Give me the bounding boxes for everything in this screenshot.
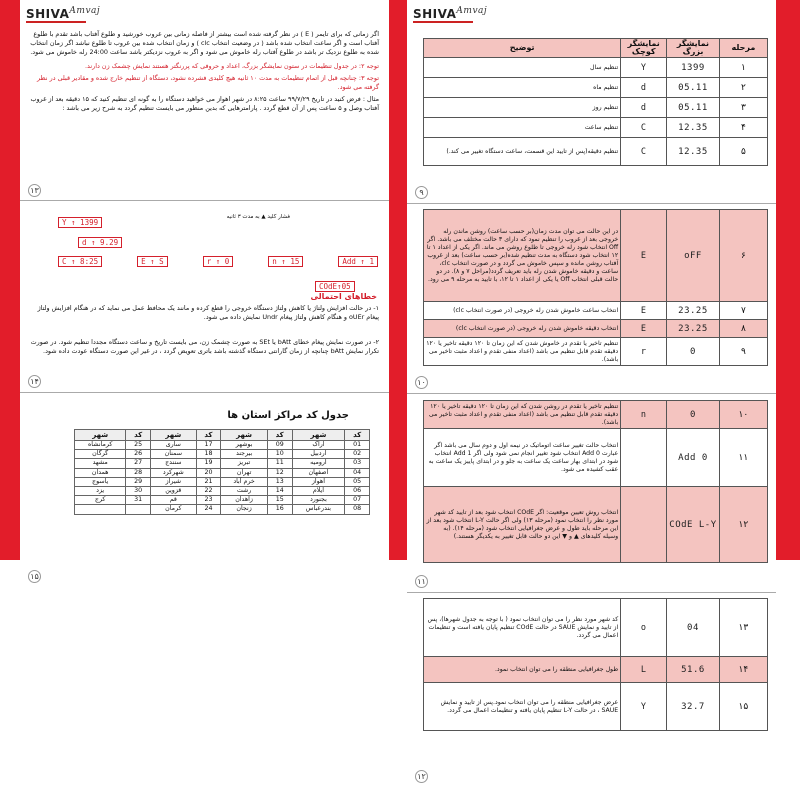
step-number: ۲ [719, 78, 767, 98]
province-code: 14 [267, 487, 292, 496]
setting-description: در این حالت می توان مدت زمان(بر حسب ساعت) روشن ماندن رله خروجی بعد از غروب را تنظیم نمود که دارای ۳ حالت مختلف می باشد. اگر Off انتخاب شود رله خروجی تا طلوع روشن می ماند. اگر یکی از اعداد ۱ تا ۱۲ انتخاب شود دستگاه به مدت تنظیم شده(بر حسب ساعت) بعد از غروب آفتاب روشن مانده و سپس خاموش می گردد و در صورت انتخاب clc، ساعت و دقیقه خاموش شدن رله باید تعریف گردد(مراحل ۷ و ۸). در دو حالت قبلی انتخاب Off یا یکی از اعداد ۱ تا ۱۲، با تایید به مرحله ۹ می رود. [424, 210, 621, 302]
province-code: 18 [196, 450, 221, 459]
province-code: 10 [267, 450, 292, 459]
press-key-label: فشار کلید ▲ به مدت ۳ ثانیه [226, 214, 290, 220]
settings-row [424, 599, 768, 657]
province-code: 11 [267, 459, 292, 468]
col-code: کد [345, 430, 370, 441]
settings-table-2 [423, 209, 768, 366]
step-number: ۸ [719, 320, 767, 338]
small-display-value: C [621, 138, 667, 166]
province-city: بندرعباس [292, 505, 345, 514]
settings-row [424, 302, 768, 320]
settings-row [424, 58, 768, 78]
province-code: 24 [196, 505, 221, 514]
province-code: 06 [345, 487, 370, 496]
setting-description: انتخاب روش تعیین موقعیت: اگر COdE انتخاب شود بعد از تایید کد شهر مورد نظر را انتخاب نمود (مرحله ۱۳) ولی اگر حالت L-Y انتخاب شود بعد از این مرحله باید طول و عرض جغرافیایی انتخاب شود (مرحله ۱۴). (به وسیله کلیدهای ▲ و ▼ این دو حالت قابل تغییر به یکدیگر هستند.) [424, 487, 621, 563]
province-code: 23 [196, 496, 221, 505]
province-code: 31 [126, 496, 151, 505]
page-number-15: ۱۵ [28, 570, 41, 583]
big-display-value: 12.35 [667, 138, 720, 166]
brand-logo: $SHIVA^{Amvaj}$ [413, 6, 488, 21]
step-number: ۴ [719, 118, 767, 138]
big-display-value: oFF [667, 210, 720, 302]
flow-n: n ↑ 15 [268, 256, 303, 267]
logo-underline [413, 21, 473, 23]
province-city: کرج [75, 496, 126, 505]
province-city: بجنورد [292, 496, 345, 505]
province-code: 03 [345, 459, 370, 468]
province-city: کرمانشاه [75, 441, 126, 450]
step-number: ۱۳ [719, 599, 767, 657]
province-city: رشت [221, 487, 268, 496]
header-small: نمایشگر کوچک [621, 39, 667, 58]
big-display-value: 51.6 [667, 657, 720, 683]
province-row [75, 468, 370, 477]
step-number: ۷ [719, 302, 767, 320]
province-city: بیرجند [221, 450, 268, 459]
page-number-9: ۹ [415, 186, 428, 199]
setting-description: تنظیم سال [424, 58, 621, 78]
col-city: شهر [221, 430, 268, 441]
province-city: سمنان [150, 450, 196, 459]
errors-title: خطاهای احتمالی [310, 292, 377, 301]
settings-row [424, 78, 768, 98]
timer-paragraph: اگر زمانی که برای تایمر ( E ) در نظر گرفته شده است بیشتر از فاصله زمانی بین غروب خورشید و طلوع آفتاب باشد تقدم با طلوع آفتاب است و اگر ساعت انتخاب شده باشد ( در وضعیت انتخاب clc ) و زمان انتخاب شده بین غروب تا طلوع نباشد اگر زمان انتخاب شده به طلوع نزدیک تر باشد در طلوع آفتاب رله خاموش می شود و اگر به غروب نزدیکتر باشد ساعت 24:00 رله خاموش می شود. [30, 30, 379, 57]
setting-description: انتخاب دقیقه خاموش شدن رله خروجی (در صورت انتخاب clc) [424, 320, 621, 338]
province-city: ساری [150, 441, 196, 450]
step-number: ۳ [719, 98, 767, 118]
settings-row [424, 138, 768, 166]
province-city: اصفهان [292, 468, 345, 477]
small-display-value: E [621, 320, 667, 338]
province-code: 04 [345, 468, 370, 477]
province-city: زاهدان [221, 496, 268, 505]
settings-row [424, 683, 768, 731]
left-red-strip [0, 0, 20, 800]
center-red-strip [389, 0, 407, 800]
province-code: 30 [126, 487, 151, 496]
page-separator [407, 393, 776, 394]
right-page [407, 0, 776, 800]
settings-row [424, 338, 768, 366]
province-code: 15 [267, 496, 292, 505]
page-15-section [20, 400, 389, 515]
settings-table-4 [423, 598, 768, 731]
logo-underline [26, 21, 86, 23]
flow-date: d ↑ 9.29 [78, 230, 122, 249]
province-city: شهرکرد [150, 468, 196, 477]
setting-description: عرض جغرافیایی منطقه را می توان انتخاب نمود.پس از تایید و نمایش SAUE ، در حالت L-Y تنظیم پایان یافته و تنظیمات اعمال می گردد. [424, 683, 621, 731]
header-step: مرحله [719, 39, 767, 58]
page-14-section [20, 208, 389, 388]
province-code: 07 [345, 496, 370, 505]
province-row [75, 496, 370, 505]
page-separator [407, 592, 776, 593]
province-code: 27 [126, 459, 151, 468]
note-2: توجه ۲: در جدول تنظیمات در ستون نمایشگر بزرگ، اعداد و حروفی که پررنگتر هستند نمایش چشمک زن دارند. [84, 61, 379, 70]
province-city: قم [150, 496, 196, 505]
page-number-14: ۱۴ [28, 375, 41, 388]
province-city: اردبیل [292, 450, 345, 459]
setting-description: انتخاب حالت تغییر ساعت اتوماتیک در نیمه اول و دوم سال می باشد اگر عبارت Add 0 انتخاب شود تغییر انجام نمی شود ولی اگر Add 1 انتخاب شود در ابتدای بهار ساعت یک ساعت به جلو و در ابتدای پاییز یک ساعت به عقب کشیده می شود. [424, 429, 621, 487]
col-city: شهر [292, 430, 345, 441]
setting-description: طول جغرافیایی منطقه را می توان انتخاب نمود. [424, 657, 621, 683]
setting-description: تنظیم دقیقه(پس از تایید این قسمت، ساعت دستگاه تغییر می کند.) [424, 138, 621, 166]
big-display-value: 12.35 [667, 118, 720, 138]
settings-row [424, 657, 768, 683]
step-number: ۱۰ [719, 401, 767, 429]
page-separator [20, 392, 389, 393]
province-city: ارومیه [292, 459, 345, 468]
province-city: ایلام [292, 487, 345, 496]
small-display-value [621, 487, 667, 563]
page-13-section [20, 30, 389, 114]
step-number: ۱ [719, 58, 767, 78]
province-code: 12 [267, 468, 292, 477]
flow-year: Y ↑ 1399 [58, 210, 102, 229]
big-display-value: Add 0 [667, 429, 720, 487]
settings-table-1 [423, 38, 768, 166]
province-table-title: جدول کد مراکز استان ها [227, 410, 349, 421]
big-display-value: COdE L-Y [667, 487, 720, 563]
col-code: کد [196, 430, 221, 441]
flow-clock: C ↑ 8:25 [58, 256, 102, 267]
big-display-value: 23.25 [667, 320, 720, 338]
province-row [75, 450, 370, 459]
province-row [75, 487, 370, 496]
step-number: ۱۲ [719, 487, 767, 563]
note-3: توجه ۳: چنانچه قبل از اتمام تنظیمات به مدت ۱۰ ثانیه هیچ کلیدی فشرده نشود، دستگاه از تنظیم خارج شده و مقادیر قبلی در نظر گرفته می شود. [37, 73, 379, 92]
flow-r: r ↑ 0 [203, 256, 234, 267]
province-code: 28 [126, 468, 151, 477]
small-display-value: d [621, 98, 667, 118]
province-code: 25 [126, 441, 151, 450]
settings-row [424, 320, 768, 338]
small-display-value: L [621, 657, 667, 683]
header-big: نمایشگر بزرگ [667, 39, 720, 58]
setting-description: کد شهر مورد نظر را می توان انتخاب نمود ( با توجه به جدول شهرها)، پس از تایید و نمایش SAUE در حالت COdE تنظیم پایان یافته است و تنظیمات اعمال می گردد. [424, 599, 621, 657]
col-code: کد [267, 430, 292, 441]
error-1: ۱- در حالت افزایش ولتاژ یا کاهش ولتاژ دستگاه خروجی را قطع کرده و مانند یک محافظ عمل می نماید که در هنگام افزایش ولتاژ پیغام oUEr و هنگام کاهش ولتاژ پیغام Undr نمایش داده می شود. [37, 304, 379, 322]
province-table [74, 429, 370, 515]
small-display-value: r [621, 338, 667, 366]
small-display-value: Y [621, 683, 667, 731]
setting-description: تنظیم ماه [424, 78, 621, 98]
settings-row [424, 98, 768, 118]
province-code: 01 [345, 441, 370, 450]
province-city: گرگان [75, 450, 126, 459]
page-number-13: ۱۳ [28, 184, 41, 197]
setting-description: تنظیم تاخیر یا تقدم در روشن شدن که این زمان تا ۱۲۰ دقیقه تاخیر یا ۱۲۰ دقیقه تقدم قابل تنظیم می باشد (اعداد منفی تقدم و اعداد مثبت تاخیر می باشد). [424, 401, 621, 429]
error-2: ۲- در صورت نمایش پیغام خطای bAtt یا SEt به صورت چشمک زن، می بایست تاریخ و ساعت دستگاه مجددا تنظیم شود. در صورت تکرار نمایش bAtt چنانچه از زمان گارانتی دستگاه گذشته باشد باتری تعویض گردد ، در غیر این صورت دستگاه عودت داده شود. [30, 338, 379, 356]
province-city: خرم آباد [221, 477, 268, 486]
setting-description: تنظیم ساعت [424, 118, 621, 138]
step-number: ۱۵ [719, 683, 767, 731]
small-display-value: E [621, 210, 667, 302]
flow-row [58, 256, 378, 267]
settings-row [424, 118, 768, 138]
province-code: 21 [196, 477, 221, 486]
small-display-value: o [621, 599, 667, 657]
settings-table-3 [423, 400, 768, 563]
province-row [75, 477, 370, 486]
small-display-value: E [621, 302, 667, 320]
province-code: 22 [196, 487, 221, 496]
province-city: تبریز [221, 459, 268, 468]
province-code: 02 [345, 450, 370, 459]
page-number-12: ۱۲ [415, 770, 428, 783]
province-code: 05 [345, 477, 370, 486]
big-display-value: 04 [667, 599, 720, 657]
page-number-11: ۱۱ [415, 575, 428, 588]
province-city: سنندج [150, 459, 196, 468]
province-code: 17 [196, 441, 221, 450]
step-number: ۹ [719, 338, 767, 366]
province-city [75, 505, 126, 514]
province-city: بوشهر [221, 441, 268, 450]
settings-row [424, 487, 768, 563]
step-number: ۱۴ [719, 657, 767, 683]
province-code: 16 [267, 505, 292, 514]
flow-add: Add ↑ 1 [338, 256, 378, 267]
province-city: تهران [221, 468, 268, 477]
settings-row [424, 429, 768, 487]
province-city: یزد [75, 487, 126, 496]
big-display-value: 05.11 [667, 98, 720, 118]
flow-timer: E ↑ S [137, 256, 168, 267]
province-row [75, 505, 370, 514]
province-city: مشهد [75, 459, 126, 468]
province-code: 08 [345, 505, 370, 514]
province-city: اراک [292, 441, 345, 450]
step-number: ۱۱ [719, 429, 767, 487]
province-city: زنجان [221, 505, 268, 514]
province-code: 19 [196, 459, 221, 468]
province-city: یاسوج [75, 477, 126, 486]
big-display-value: 05.11 [667, 78, 720, 98]
setting-description: انتخاب ساعت خاموش شدن رله خروجی (در صورت انتخاب clc) [424, 302, 621, 320]
header-desc: توضیح [424, 39, 621, 58]
left-page [20, 0, 389, 800]
big-display-value: 0 [667, 401, 720, 429]
setting-description: تنظیم تاخیر یا تقدم در خاموش شدن که این زمان تا ۱۲۰ دقیقه تاخیر یا ۱۲۰ دقیقه تقدم قابل تنظیم می باشد (اعداد منفی تقدم و اعداد مثبت تاخیر می باشد). [424, 338, 621, 366]
province-code: 13 [267, 477, 292, 486]
big-display-value: 23.25 [667, 302, 720, 320]
province-code: 26 [126, 450, 151, 459]
brand-logo: $SHIVA^{Amvaj}$ [26, 6, 101, 21]
col-code: کد [126, 430, 151, 441]
small-display-value: n [621, 401, 667, 429]
settings-row [424, 401, 768, 429]
small-display-value: Y [621, 58, 667, 78]
page-number-10: ۱۰ [415, 376, 428, 389]
setting-description: تنظیم روز [424, 98, 621, 118]
province-city: همدان [75, 468, 126, 477]
big-display-value: 0 [667, 338, 720, 366]
step-number: ۶ [719, 210, 767, 302]
page-separator [20, 200, 389, 201]
province-code: 09 [267, 441, 292, 450]
province-code [126, 505, 151, 514]
province-code: 29 [126, 477, 151, 486]
step-number: ۵ [719, 138, 767, 166]
province-city: قزوین [150, 487, 196, 496]
col-city: شهر [150, 430, 196, 441]
province-row [75, 441, 370, 450]
big-display-value: 1399 [667, 58, 720, 78]
province-city: کرمان [150, 505, 196, 514]
example-paragraph: مثال : فرض کنید در تاریخ ۹۹/۷/۲۹ ساعت ۸:۲۵ در شهر اهواز می خواهید دستگاه را به گونه ای تنظیم کنید که ۱۵ دقیقه بعد از غروب آفتاب وصل و ۵ ساعت پس از آن قطع گردد . پارامترهایی که بدین منظور می بایست تنظیم گردد به شرح زیر می باشد : [30, 95, 379, 113]
big-display-value: 32.7 [667, 683, 720, 731]
province-row [75, 459, 370, 468]
province-city: شیراز [150, 477, 196, 486]
page-separator [407, 203, 776, 204]
small-display-value: C [621, 118, 667, 138]
col-city: شهر [75, 430, 126, 441]
province-city: اهواز [292, 477, 345, 486]
flow-code: COdE↑05 [315, 274, 355, 293]
small-display-value: d [621, 78, 667, 98]
right-red-strip [776, 0, 800, 800]
province-code: 20 [196, 468, 221, 477]
settings-row [424, 210, 768, 302]
small-display-value [621, 429, 667, 487]
